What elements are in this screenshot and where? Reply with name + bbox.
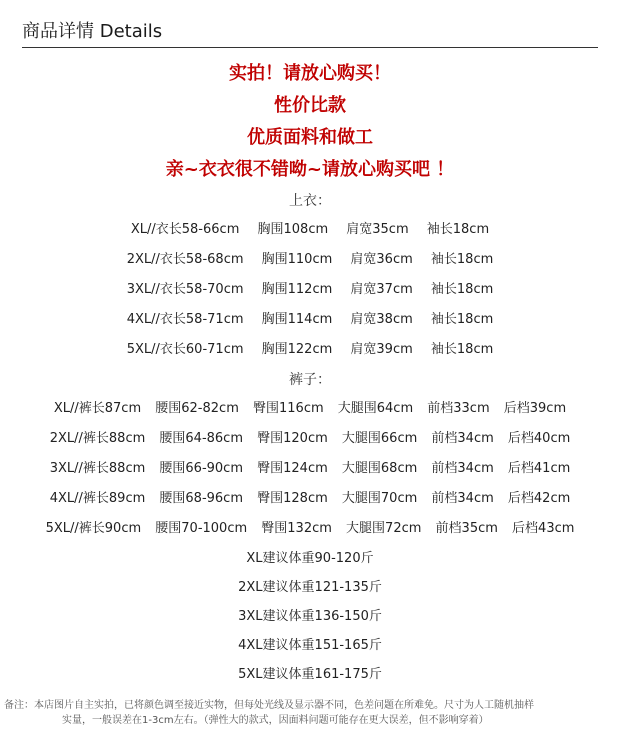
pants-size-row	[0, 428, 620, 450]
pants-size-row	[0, 518, 620, 540]
weight-recommendation: 3XL建议体重136-150斤	[238, 609, 382, 624]
pants-size-row	[0, 488, 620, 510]
pants-size-length: XL//裤长87cm	[53, 401, 142, 416]
pants-size-back-rise: 后档43cm	[512, 521, 575, 536]
weight-recommendation: 5XL建议体重161-175斤	[238, 667, 382, 682]
pants-size-length: 4XL//裤长89cm	[49, 491, 146, 506]
top-size-sleeve: 袖长18cm	[430, 252, 494, 267]
pants-size-waist: 腰围64-86cm	[159, 431, 243, 446]
page-title: 商品详情 Details	[22, 21, 163, 42]
weight-recommendation: 4XL建议体重151-165斤	[238, 638, 382, 653]
pants-size-thigh: 大腿围72cm	[346, 521, 422, 536]
top-size-shoulder: 肩宽36cm	[350, 252, 413, 267]
pants-size-label: 裤子：	[289, 372, 331, 388]
promo-line-3: 优质面料和做工	[247, 127, 373, 148]
pants-size-hip: 臀围116cm	[253, 401, 324, 416]
top-size-sleeve: 袖长18cm	[430, 282, 494, 297]
pants-size-waist: 腰围70-100cm	[155, 521, 248, 536]
pants-size-back-rise: 后档42cm	[507, 491, 571, 506]
top-size-row	[0, 279, 620, 301]
pants-size-back-rise: 后档41cm	[507, 461, 571, 476]
pants-size-front-rise: 前档34cm	[431, 461, 494, 476]
pants-size-hip: 臀围128cm	[257, 491, 328, 506]
top-size-chest: 胸围110cm	[261, 252, 333, 267]
top-size-shoulder: 肩宽38cm	[350, 312, 413, 327]
pants-size-front-rise: 前档35cm	[435, 521, 498, 536]
weight-recommendation: 2XL建议体重121-135斤	[238, 580, 382, 595]
pants-size-row	[0, 458, 620, 480]
pants-size-waist: 腰围68-96cm	[159, 491, 243, 506]
pants-size-thigh: 大腿围64cm	[337, 401, 414, 416]
pants-size-row	[0, 398, 620, 420]
details-header	[22, 18, 598, 48]
top-size-row	[0, 309, 620, 331]
remark-note	[4, 698, 616, 728]
pants-size-front-rise: 前档34cm	[431, 431, 494, 446]
top-size-chest: 胸围108cm	[257, 222, 329, 237]
pants-size-length: 2XL//裤长88cm	[49, 431, 146, 446]
pants-size-thigh: 大腿围70cm	[341, 491, 418, 506]
top-size-length: 4XL//衣长58-71cm	[126, 312, 244, 327]
top-size-label: 上衣：	[289, 193, 331, 209]
pants-size-length: 3XL//裤长88cm	[49, 461, 146, 476]
top-size-row	[0, 339, 620, 361]
top-size-row	[0, 219, 620, 241]
pants-size-length: 5XL//裤长90cm	[45, 521, 142, 536]
top-size-length: 3XL//衣长58-70cm	[126, 282, 244, 297]
pants-size-hip: 臀围124cm	[257, 461, 328, 476]
promo-line-1: 实拍！请放心购买！	[229, 63, 391, 84]
top-size-length: 2XL//衣长58-68cm	[126, 252, 244, 267]
top-size-sleeve: 袖长18cm	[430, 342, 494, 357]
pants-size-back-rise: 后档39cm	[503, 401, 567, 416]
top-size-row	[0, 249, 620, 271]
pants-size-waist: 腰围62-82cm	[155, 401, 239, 416]
pants-size-waist: 腰围66-90cm	[159, 461, 243, 476]
remark-line-1: 备注：本店图片自主实拍，已将颜色调至接近实物，但每处光线及显示器不同，色差问题在所难免。尺寸为人工随机抽样	[4, 700, 534, 711]
top-size-chest: 胸围114cm	[261, 312, 333, 327]
pants-size-front-rise: 前档33cm	[427, 401, 490, 416]
pants-size-thigh: 大腿围66cm	[341, 431, 418, 446]
top-size-chest: 胸围122cm	[261, 342, 333, 357]
top-size-chest: 胸围112cm	[261, 282, 333, 297]
promo-line-4: 亲~衣衣很不错呦~请放心购买吧 ！	[165, 159, 455, 180]
weight-recommendation: XL建议体重90-120斤	[246, 551, 374, 566]
top-size-sleeve: 袖长18cm	[426, 222, 490, 237]
top-size-length: XL//衣长58-66cm	[130, 222, 240, 237]
pants-size-front-rise: 前档34cm	[431, 491, 494, 506]
top-size-length: 5XL//衣长60-71cm	[126, 342, 244, 357]
top-size-shoulder: 肩宽39cm	[350, 342, 413, 357]
top-size-shoulder: 肩宽35cm	[346, 222, 409, 237]
promo-line-2: 性价比款	[274, 95, 346, 116]
pants-size-hip: 臀围132cm	[261, 521, 332, 536]
pants-size-thigh: 大腿围68cm	[341, 461, 418, 476]
top-size-sleeve: 袖长18cm	[430, 312, 494, 327]
remark-line-2: 实量，一般误差在1-3cm左右。（弹性大的款式，因面料问题可能存在更大误差，但不影响穿着）	[62, 715, 489, 726]
pants-size-hip: 臀围120cm	[257, 431, 328, 446]
pants-size-back-rise: 后档40cm	[507, 431, 571, 446]
top-size-shoulder: 肩宽37cm	[350, 282, 413, 297]
